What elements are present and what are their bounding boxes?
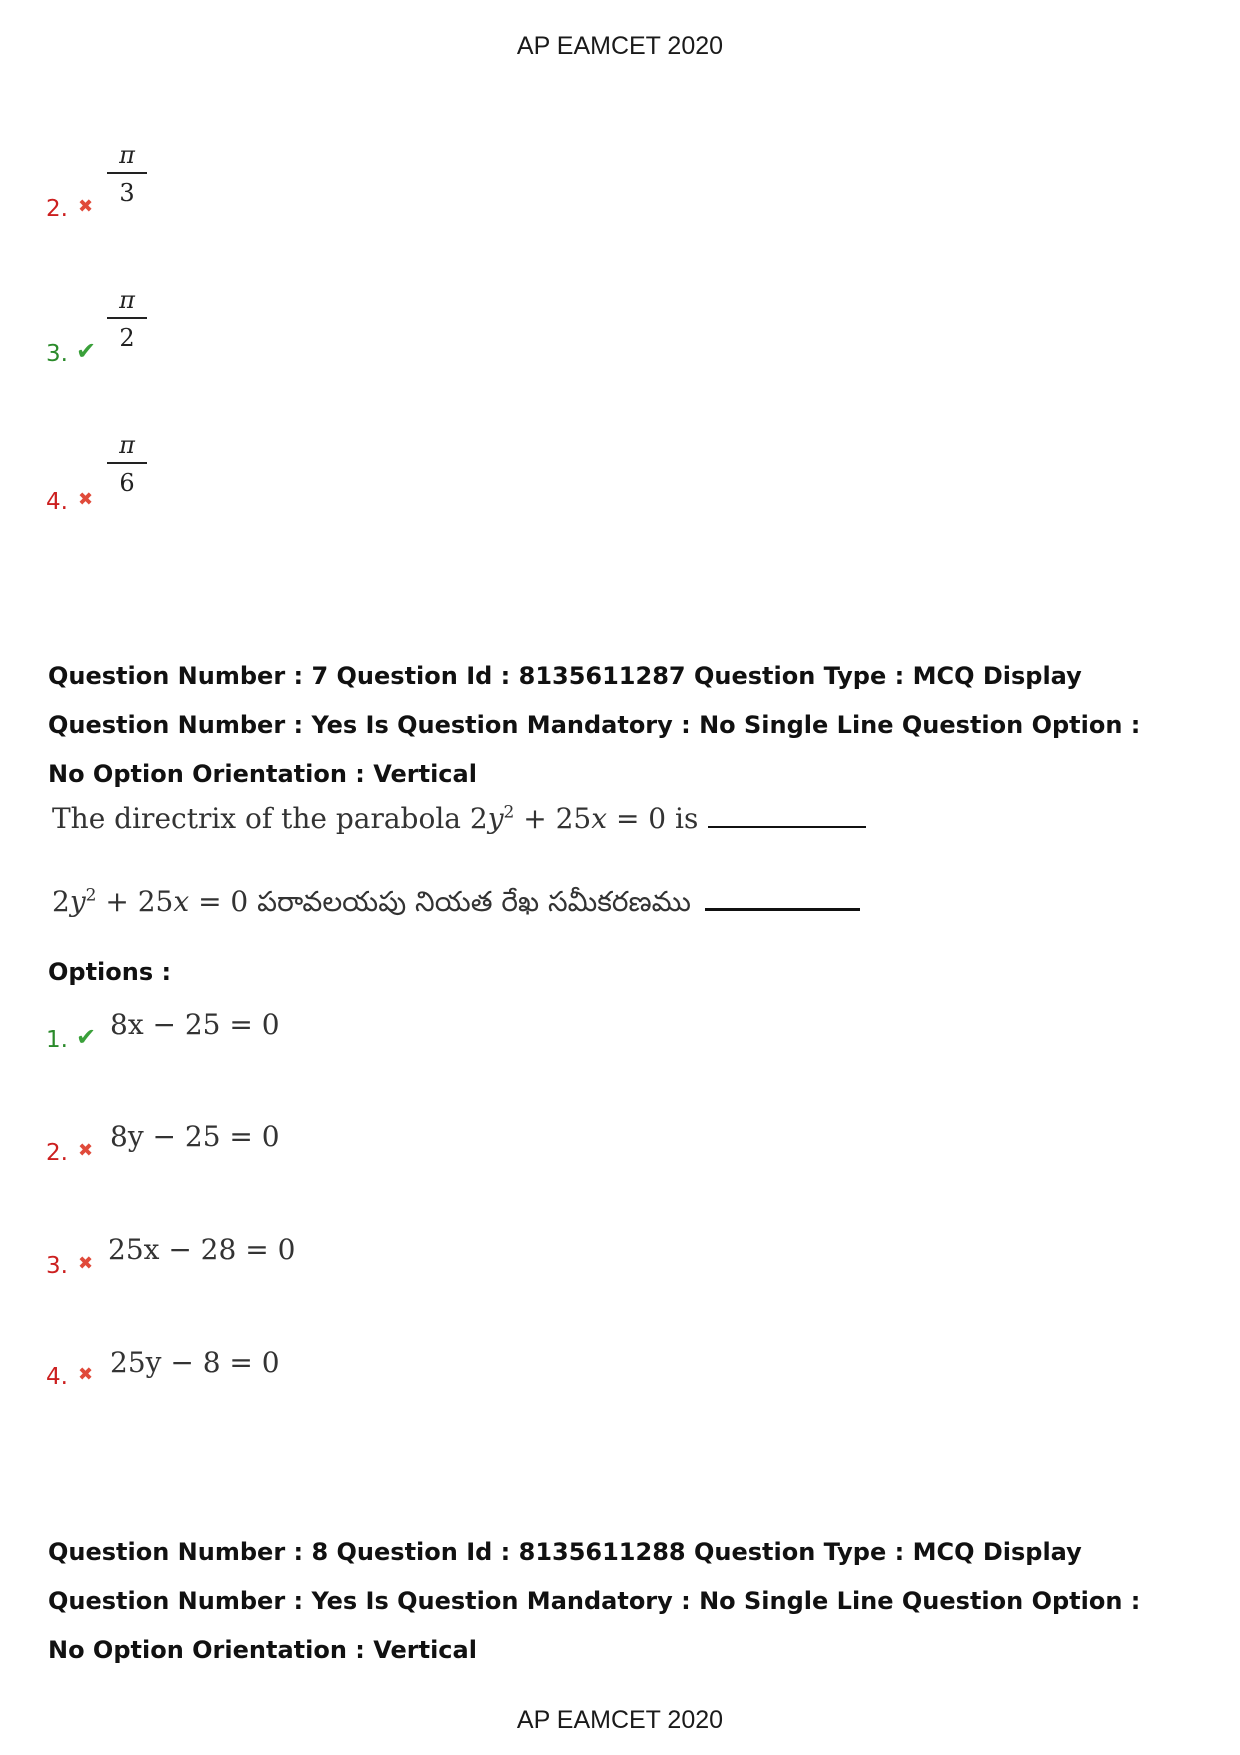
fraction-bar xyxy=(107,172,147,174)
question-text-part: = 0 is xyxy=(607,802,699,835)
question-meta: Question Number : 8 Question Id : 8135611288 Question Type : MCQ Display Question Number : Yes Is Question Mandatory : No Single Line Question Option : No Option Orientation : Vertical xyxy=(48,1538,1141,1664)
check-icon: ✔ xyxy=(76,337,97,365)
answer-blank xyxy=(705,908,860,911)
question-text-part: + 25 xyxy=(514,802,592,835)
cross-icon: ✖ xyxy=(78,1253,94,1274)
fraction-numerator: π xyxy=(119,431,135,459)
cross-icon: ✖ xyxy=(78,1140,94,1161)
options-label: Options : xyxy=(48,958,172,986)
question-text-part: + 25 xyxy=(96,885,174,918)
option-math: 8x − 25 = 0 xyxy=(110,1008,280,1041)
question-text-part: The directrix of the parabola 2 xyxy=(52,802,488,835)
fraction-numerator: π xyxy=(119,141,135,169)
question-text-telugu: $2y^2 + 25x = 0$ పరావలయపు నియత రేఖ సమీకరణము xyxy=(52,885,860,925)
page-header: AP EAMCET 2020 xyxy=(516,32,724,60)
fraction-bar xyxy=(107,462,147,464)
cross-icon: ✖ xyxy=(78,1364,94,1385)
question-meta: Question Number : 7 Question Id : 8135611287 Question Type : MCQ Display Question Number : Yes Is Question Mandatory : No Single Line Question Option : No Option Orientation : Vertical xyxy=(48,662,1141,788)
fraction xyxy=(107,430,147,496)
question-text-part: = 0 పరావలయపు నియత రేఖ సమీకరణము xyxy=(189,885,691,918)
option-math: 25y − 8 = 0 xyxy=(110,1346,280,1379)
option-number: 2. xyxy=(46,196,68,222)
cross-icon: ✖ xyxy=(78,489,94,510)
option-number: 2. xyxy=(46,1140,68,1166)
fraction-denominator: 2 xyxy=(119,324,135,352)
option-number: 4. xyxy=(46,489,68,515)
fraction xyxy=(107,285,147,351)
option-number: 3. xyxy=(46,341,68,367)
answer-blank xyxy=(708,826,866,828)
page-footer: AP EAMCET 2020 xyxy=(516,1706,724,1734)
check-icon: ✔ xyxy=(76,1023,97,1051)
fraction-bar xyxy=(107,317,147,319)
fraction xyxy=(107,140,147,206)
fraction-numerator: π xyxy=(119,286,135,314)
question-text-english: The directrix of the parabola $2y^2 + 25x = 0$ is xyxy=(52,802,866,835)
option-number: 3. xyxy=(46,1253,68,1279)
option-math: 8y − 25 = 0 xyxy=(110,1120,280,1153)
fraction-denominator: 3 xyxy=(119,179,135,207)
option-number: 4. xyxy=(46,1364,68,1390)
fraction-denominator: 6 xyxy=(119,469,135,497)
option-number: 1. xyxy=(46,1027,68,1053)
question-text-part: 2 xyxy=(52,885,70,918)
cross-icon: ✖ xyxy=(78,196,94,217)
option-math: 25x − 28 = 0 xyxy=(108,1233,296,1266)
